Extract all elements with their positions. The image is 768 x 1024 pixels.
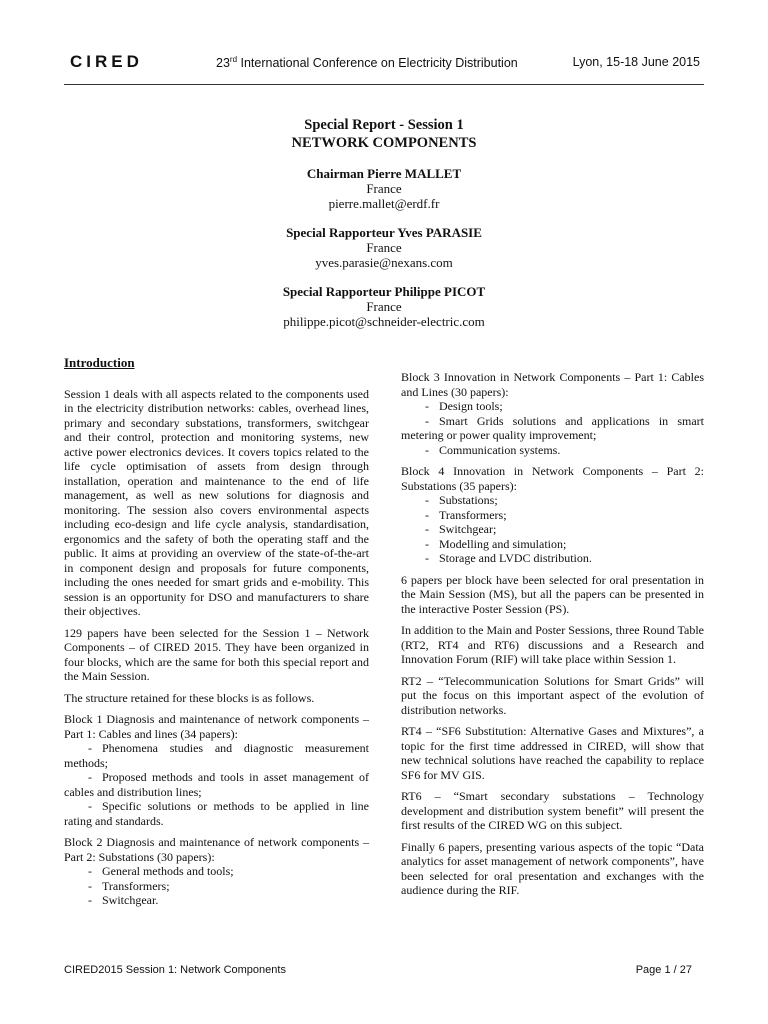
list-item: - Communication systems. bbox=[401, 443, 704, 458]
list-item: - Switchgear. bbox=[64, 893, 369, 908]
rapporteur1-email[interactable]: yves.parasie@nexans.com bbox=[315, 255, 453, 270]
left-column bbox=[64, 356, 369, 915]
section-heading: Introduction bbox=[64, 355, 135, 370]
header-divider bbox=[64, 84, 704, 85]
block4-list bbox=[401, 493, 704, 566]
list-item: - Smart Grids solutions and applications in smart metering or power quality improvement; bbox=[401, 414, 704, 443]
rt6-paragraph: RT6 – “Smart secondary substations – Technology development and distribution system benefit” will present the first results of the CIRED WG on this subject. bbox=[401, 789, 704, 832]
chairman-country: France bbox=[366, 181, 402, 196]
block4-title: Block 4 Innovation in Network Components – Part 2: Substations (35 papers): bbox=[401, 464, 704, 493]
report-subtitle: NETWORK COMPONENTS bbox=[291, 135, 477, 151]
structure-paragraph: The structure retained for these blocks is as follows. bbox=[64, 690, 315, 705]
conference-title: 23rd International Conference on Electricity Distribution bbox=[216, 55, 518, 71]
rif-paragraph: Finally 6 papers, presenting various aspects of the topic “Data analytics for asset management of network components”, have been selected for oral presentation and exchanges with the audience during the RIF. bbox=[401, 839, 704, 897]
rt4-paragraph: RT4 – “SF6 Substitution: Alternative Gases and Mixtures”, a topic for the first time addressed in CIRED, will show that new technical solutions have reached the capability to replace SF6 for MV GIS. bbox=[401, 724, 704, 782]
conference-location: Lyon, 15-18 June 2015 bbox=[572, 55, 700, 69]
block2-title: Block 2 Diagnosis and maintenance of network components – Part 2: Substations (30 papers): bbox=[64, 835, 369, 864]
page-footer bbox=[64, 964, 704, 976]
list-item: - Modelling and simulation; bbox=[401, 537, 704, 552]
list-item: - Phenomena studies and diagnostic measurement methods; bbox=[64, 741, 369, 770]
right-column bbox=[401, 370, 704, 905]
list-item: - Transformers; bbox=[401, 508, 704, 523]
rapporteur1-country: France bbox=[366, 240, 402, 255]
title-block bbox=[164, 116, 604, 329]
papers-paragraph: 129 papers have been selected for the Session 1 – Network Components – of CIRED 2015. They have been organized in four blocks, which are the same for both this special report and the Main Session. bbox=[64, 625, 369, 683]
rapporteur2-email[interactable]: philippe.picot@schneider-electric.com bbox=[283, 314, 485, 329]
rapporteur1-name: Special Rapporteur Yves PARASIE bbox=[286, 225, 482, 240]
page-number: Page 1 / 27 bbox=[635, 964, 692, 976]
block1-title: Block 1 Diagnosis and maintenance of network components – Part 1: Cables and lines (34 papers): bbox=[64, 712, 369, 741]
chairman-email[interactable]: pierre.mallet@erdf.fr bbox=[328, 196, 440, 211]
list-item: - Substations; bbox=[401, 493, 704, 508]
block3-title: Block 3 Innovation in Network Components – Part 1: Cables and Lines (30 papers): bbox=[401, 370, 704, 399]
block3-list bbox=[401, 399, 704, 457]
footer-session: CIRED2015 Session 1: Network Components bbox=[64, 964, 286, 976]
list-item: - Storage and LVDC distribution. bbox=[401, 551, 704, 566]
rt2-paragraph: RT2 – “Telecommunication Solutions for Smart Grids” will put the focus on this important aspect of the evolution of distribution networks. bbox=[401, 673, 704, 717]
page-header bbox=[64, 50, 704, 80]
intro-paragraph: Session 1 deals with all aspects related to the components used in the electricity distribution networks: cables, overhead lines, primary and secondary substations, transformers, switchgear and their control, protection and monitoring systems, new active power electronics devices. It covers topics related to the life cycle optimisation of assets from design through installation, operation and maintenance to the end of life management, as well as new solutions for diagnosis and monitoring. The session also covers environmental aspects including eco-design and life cycle analysis, standardisation, ergonomics and the safety of both the operating staff and the public. It aims at providing an overview of the state-of-the-art in component design and proposals for future components, including the ones needed for smart grids and e-mobility. This session is an opportunity for DSO and manufacturers to share their objectives. bbox=[64, 386, 369, 618]
list-item: - Transformers; bbox=[64, 879, 369, 894]
oral-presentation-paragraph: 6 papers per block have been selected for oral presentation in the Main Session (MS), but all the papers can be presented in the interactive Poster Session (PS). bbox=[401, 572, 704, 616]
list-item: - Proposed methods and tools in asset management of cables and distribution lines; bbox=[64, 770, 369, 799]
list-item: - Specific solutions or methods to be applied in line rating and standards. bbox=[64, 799, 369, 828]
rapporteur2-country: France bbox=[366, 299, 402, 314]
report-title: Special Report - Session 1 bbox=[304, 117, 464, 133]
list-item: - General methods and tools; bbox=[64, 864, 369, 879]
chairman-name: Chairman Pierre MALLET bbox=[306, 166, 462, 181]
list-item: - Switchgear; bbox=[401, 522, 704, 537]
block1-list bbox=[64, 741, 369, 828]
cired-logo: CIRED bbox=[70, 52, 143, 71]
rapporteur2-name: Special Rapporteur Philippe PICOT bbox=[282, 284, 486, 299]
list-item: - Design tools; bbox=[401, 399, 704, 414]
block2-list bbox=[64, 864, 369, 908]
round-tables-paragraph: In addition to the Main and Poster Sessions, three Round Table (RT2, RT4 and RT6) discussions and a Research and Innovation Forum (RIF) will take place within Session 1. bbox=[401, 623, 704, 666]
